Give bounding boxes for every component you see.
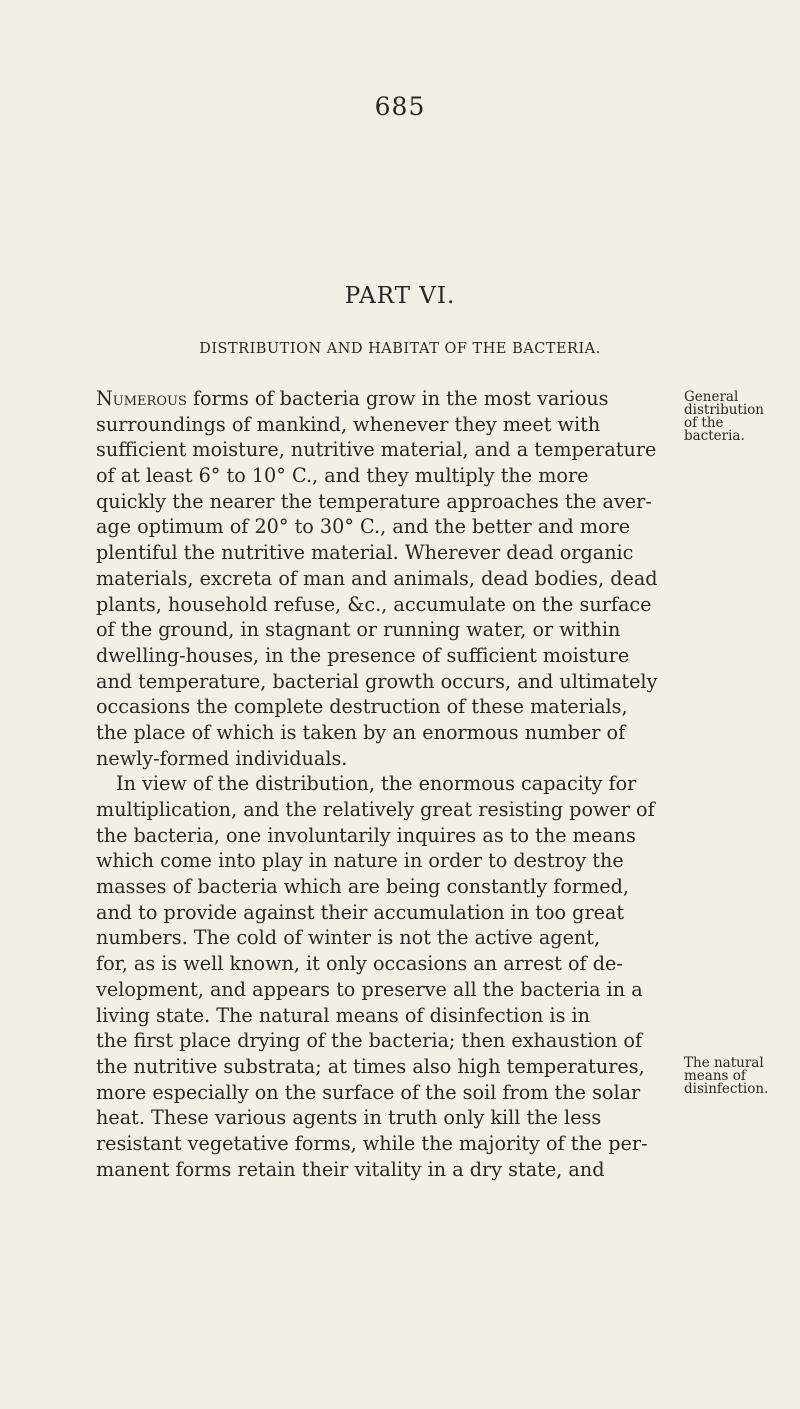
first-line-rest: forms of bacteria grow in the most various <box>186 387 609 410</box>
margin-note-line: The natural <box>684 1055 764 1071</box>
text-line: masses of bacteria which are being constantly formed, <box>96 875 630 899</box>
text-line: manent forms retain their vitality in a dry state, and <box>96 1157 605 1181</box>
margin-note-general-distribution <box>684 391 800 443</box>
body-text <box>96 386 676 1182</box>
text-line: more especially on the surface of the soil from the solar <box>96 1080 641 1104</box>
text-line: the first place drying of the bacteria; then exhaustion of <box>96 1029 643 1053</box>
text-line: for, as is well known, it only occasions an arrest of de- <box>96 952 623 976</box>
text-line: and to provide against their accumulation in too great <box>96 900 625 924</box>
text-line: multiplication, and the relatively great resisting power of <box>96 798 655 821</box>
text-line: of at least 6° to 10° C., and they multiply the more <box>96 464 589 488</box>
text-line: materials, excreta of man and animals, dead bodies, dead <box>96 566 658 590</box>
margin-note-line: bacteria. <box>684 428 745 444</box>
margin-note-line: distribution <box>684 402 764 418</box>
margin-note-line: disinfection. <box>684 1081 769 1097</box>
text-line: the nutritive substrata; at times also high temperatures, <box>96 1054 645 1078</box>
text-line: which come into play in nature in order to destroy the <box>96 849 624 873</box>
margin-note-line: General <box>684 389 739 405</box>
text-line: numbers. The cold of winter is not the active agent, <box>96 926 601 950</box>
text-line: resistant vegetative forms, while the majority of the per- <box>96 1131 648 1155</box>
text-line: the place of which is taken by an enormous number of <box>96 720 626 744</box>
text-line: of the ground, in stagnant or running water, or within <box>96 618 621 642</box>
text-line: dwelling-houses, in the presence of sufficient moisture <box>96 643 630 667</box>
margin-note-natural-disinfection <box>684 1057 800 1096</box>
text-line: age optimum of 20° to 30° C., and the better and more <box>96 515 631 539</box>
opening-word: Numerous <box>96 387 187 410</box>
part-title: PART VI. <box>344 283 456 309</box>
text-line: plentiful the nutritive material. Wherever dead organic <box>96 541 634 565</box>
text-line: heat. These various agents in truth only kill the less <box>96 1106 602 1130</box>
text-line: sufficient moisture, nutritive material, and a temperature <box>96 438 657 462</box>
text-line: living state. The natural means of disinfection is in <box>96 1003 591 1027</box>
text-line: surroundings of mankind, whenever they meet with <box>96 412 601 436</box>
text-line <box>96 386 676 412</box>
text-line: plants, household refuse, &c., accumulate on the surface <box>96 592 652 616</box>
text-line: and temperature, bacterial growth occurs, and ultimately <box>96 669 658 693</box>
page-number: 685 <box>374 92 426 121</box>
text-line: newly-formed individuals. <box>96 746 348 770</box>
margin-note-line: of the <box>684 415 724 431</box>
margin-note-line: means of <box>684 1068 746 1084</box>
text-line: quickly the nearer the temperature approaches the aver- <box>96 489 652 513</box>
text-line: the bacteria, one involuntarily inquires as to the means <box>96 823 636 847</box>
text-line: velopment, and appears to preserve all the bacteria in a <box>96 977 643 1001</box>
section-title: DISTRIBUTION AND HABITAT OF THE BACTERIA. <box>199 341 601 357</box>
text-line: In view of the distribution, the enormous capacity for <box>116 772 637 796</box>
text-line: occasions the complete destruction of these materials, <box>96 695 628 719</box>
